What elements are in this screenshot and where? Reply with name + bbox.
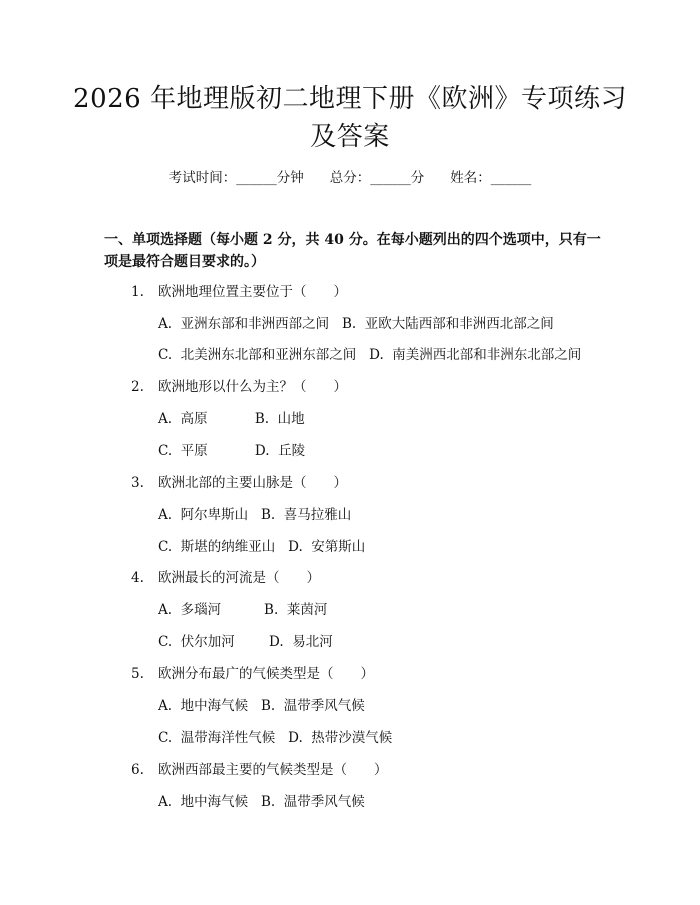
question-options-row: A. 阿尔卑斯山 B. 喜马拉雅山 [158, 507, 352, 523]
document-title: 2026 年地理版初二地理下册《欧洲》专项练习及答案 [73, 84, 627, 152]
question-number: 1. [131, 284, 144, 300]
question-options-row: A. 地中海气候 B. 温带季风气候 [158, 698, 365, 714]
exam-name: 姓名：______ [450, 170, 532, 186]
question-options-row: C. 平原 D. 丘陵 [158, 443, 306, 459]
exam-score: 总分：______分 [329, 170, 425, 186]
question-text: 欧洲西部最主要的气候类型是（ ） [158, 762, 388, 778]
question-number: 6. [131, 762, 144, 778]
question-options-row: A. 高原 B. 山地 [158, 411, 305, 427]
question-options-row: A. 多瑙河 B. 莱茵河 [158, 602, 328, 618]
question-options-row: C. 伏尔加河 D. 易北河 [158, 634, 333, 650]
question-options-row: C. 北美洲东北部和亚洲东部之间 D. 南美洲西北部和非洲东北部之间 [158, 347, 582, 363]
question-number: 4. [131, 570, 144, 586]
question-number: 2. [131, 379, 144, 395]
question-number: 3. [131, 475, 144, 491]
question-text: 欧洲分布最广的气候类型是（ ） [158, 666, 374, 682]
question-options-row: C. 温带海洋性气候 D. 热带沙漠气候 [158, 730, 393, 746]
exam-meta [0, 168, 700, 188]
question-options-row: A. 地中海气候 B. 温带季风气候 [158, 794, 365, 810]
question-number: 5. [131, 666, 144, 682]
exam-time: 考试时间：______分钟 [168, 170, 304, 186]
question-options-row: C. 斯堪的纳维亚山 D. 安第斯山 [158, 539, 366, 555]
question-text: 欧洲地形以什么为主？（ ） [158, 379, 347, 395]
question-text: 欧洲北部的主要山脉是（ ） [158, 475, 347, 491]
question-options-row: A. 亚洲东部和非洲西部之间 B. 亚欧大陆西部和非洲西北部之间 [158, 316, 554, 332]
question-text: 欧洲地理位置主要位于（ ） [158, 284, 347, 300]
question-text: 欧洲最长的河流是（ ） [158, 570, 320, 586]
section-heading: 一、单项选择题（每小题 2 分，共 40 分。在每小题列出的四个选项中，只有一项是最符合题目要求的。） [104, 232, 601, 270]
